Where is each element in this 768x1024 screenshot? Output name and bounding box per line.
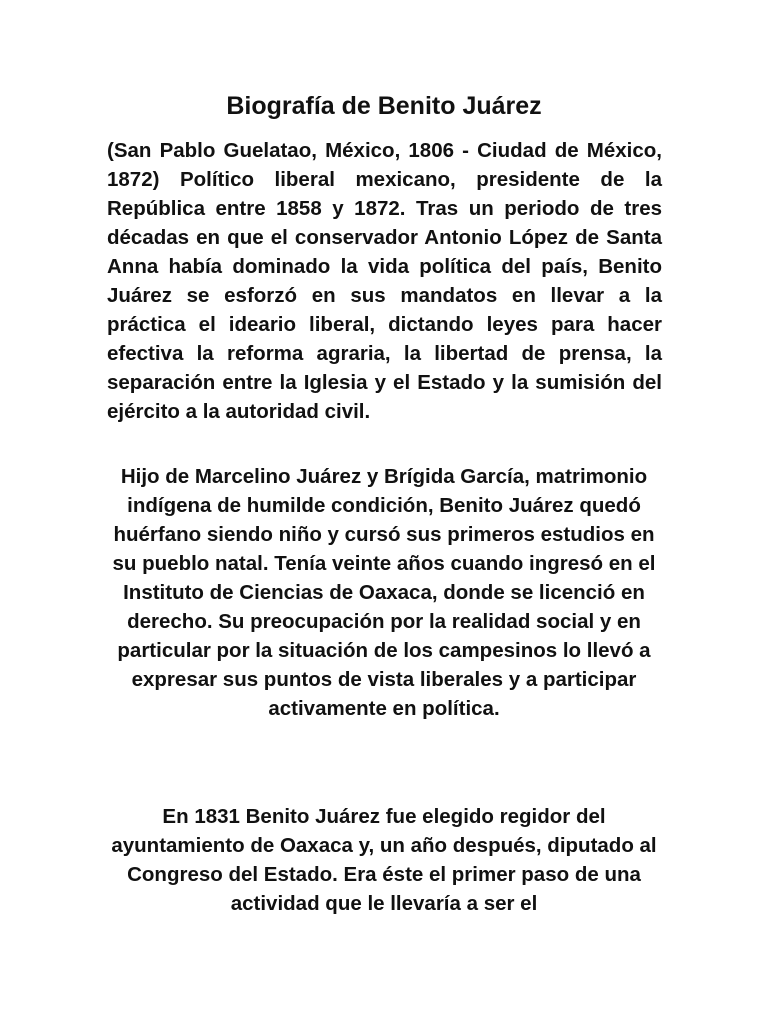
document-title: Biografía de Benito Juárez <box>226 92 542 120</box>
paragraph-intro: (San Pablo Guelatao, México, 1806 - Ciudad de México, 1872) Político liberal mexicano, presidente de la República entre 1858 y 1872. Tras un periodo de tres décadas en que el conservador Antonio López de Santa Anna había dominado la vida política del país, Benito Juárez se esforzó en sus mandatos en llevar a la práctica el ideario liberal, dictando leyes para hacer efectiva la reforma agraria, la libertad de prensa, la separación entre la Iglesia y el Estado y la sumisión del ejército a la autoridad civil. <box>107 139 662 423</box>
paragraph-early-life: Hijo de Marcelino Juárez y Brígida García, matrimonio indígena de humilde condición, Benito Juárez quedó huérfano siendo niño y cursó sus primeros estudios en su pueblo natal. Tenía veinte años cuando ingresó en el Instituto de Ciencias de Oaxaca, donde se licenció en derecho. Su preocupación por la realidad social y en particular por la situación de los campesinos lo llevó a expresar sus puntos de vista liberales y a participar activamente en política. <box>112 465 656 720</box>
paragraph-political-career: En 1831 Benito Juárez fue elegido regidor del ayuntamiento de Oaxaca y, un año después, diputado al Congreso del Estado. Era éste el primer paso de una actividad que le llevaría a ser el <box>111 805 657 915</box>
